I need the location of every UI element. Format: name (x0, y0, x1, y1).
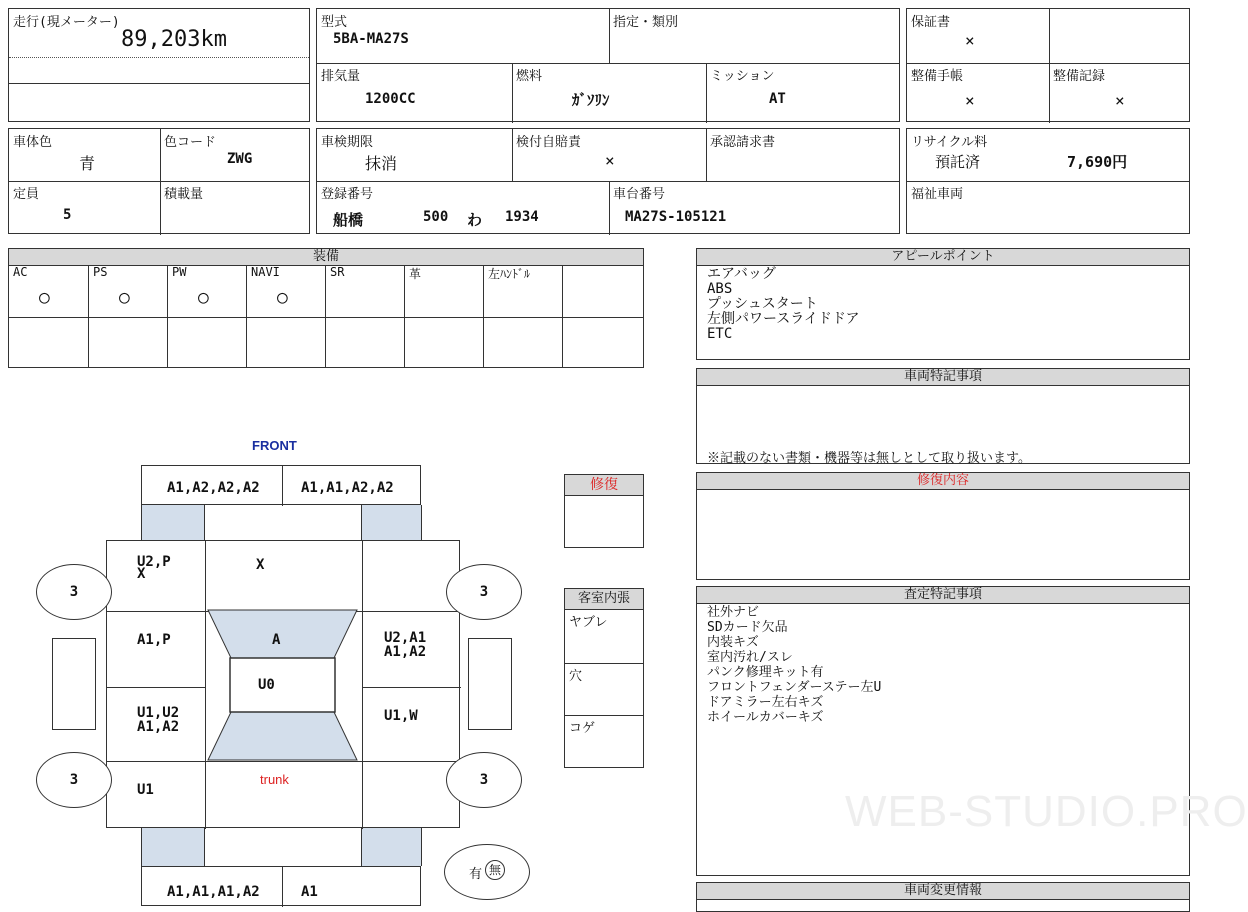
divider (1049, 9, 1050, 123)
displacement-label: 排気量 (321, 69, 361, 84)
equipment-cell (562, 265, 641, 367)
remarks-note: ※記載のない書類・機器等は無しとして取り扱います。 (707, 451, 1031, 466)
divider (141, 828, 142, 866)
divider (317, 63, 899, 64)
maint-record-value: × (1115, 91, 1125, 110)
assessment-item: フロントフェンダーステー左U (707, 680, 882, 695)
spare-tire (444, 844, 530, 900)
roof (230, 658, 335, 712)
divider (9, 317, 643, 318)
divider (282, 867, 283, 907)
registration-number: 1934 (505, 209, 539, 225)
divider (609, 181, 610, 235)
assessment-panel (696, 586, 1248, 876)
fuel-label: 燃料 (516, 69, 543, 84)
appeal-list (707, 267, 859, 342)
appeal-item: ABS (707, 281, 733, 297)
glass-outline (204, 610, 361, 760)
repair-title: 修復内容 (697, 473, 1189, 490)
mission-value: AT (769, 91, 786, 107)
recycle-status: 預託済 (935, 153, 981, 171)
change-title: 車両変更情報 (697, 883, 1189, 900)
remarks-panel (696, 368, 1190, 464)
divider (421, 505, 422, 541)
registration-kana: わ (467, 211, 483, 229)
front-left-damage: A1,A2,A2,A2 (167, 480, 260, 496)
capacity-label: 定員 (13, 187, 40, 202)
assessment-item: 内装キズ (707, 635, 759, 650)
body-color-value: 青 (79, 154, 96, 173)
remarks-title: 車両特記事項 (697, 369, 1189, 386)
divider (317, 181, 899, 182)
interior-item-tear: ヤブレ (569, 615, 608, 630)
divider (421, 828, 422, 866)
assessment-item: SDカード欠品 (707, 620, 788, 635)
divider (512, 129, 513, 181)
assessment-item: ホイールカバーキズ (707, 710, 824, 725)
equipment-item-value: ○ (39, 287, 50, 308)
equipment-item-label: PW (172, 265, 187, 279)
color-box (8, 128, 310, 234)
hood-damage: X (256, 557, 265, 573)
equipment-cell (88, 265, 167, 367)
equipment-cell (325, 265, 404, 367)
divider (204, 828, 205, 866)
right-rear-door-damage: U1,W (384, 708, 418, 724)
recycle-amount: 7,690円 (1067, 153, 1128, 171)
equipment-title: 装備 (9, 249, 643, 266)
interior-item-hole: 穴 (569, 669, 583, 684)
fuel-value: ｶﾞｿﾘﾝ (572, 91, 610, 109)
divider (107, 687, 205, 688)
load-label: 積載量 (164, 187, 204, 202)
divider (907, 181, 1189, 182)
mileage-value: 89,203km (121, 27, 227, 52)
equipment-cell (404, 265, 483, 367)
recycle-box (906, 128, 1190, 234)
warranty-label: 保証書 (911, 15, 951, 30)
welfare-label: 福祉車両 (911, 187, 964, 202)
mission-label: ミッション (710, 69, 775, 84)
repair-panel (696, 472, 1190, 580)
inspection-value: 抹消 (365, 154, 398, 173)
divider (361, 505, 362, 541)
assessment-item: ドアミラー左右キズ (707, 695, 824, 710)
maint-book-label: 整備手帳 (911, 69, 964, 84)
equipment-item-label: PS (93, 265, 108, 279)
roof-damage: U0 (258, 677, 275, 693)
front-left-pillar (142, 505, 204, 541)
equipment-item-value: ○ (277, 287, 288, 308)
maint-book-value: × (965, 91, 975, 110)
rear-left-damage: A1,A1,A1,A2 (167, 884, 260, 900)
divider (9, 83, 309, 84)
recycle-label: リサイクル料 (911, 135, 988, 150)
repair-small-box (564, 474, 644, 548)
spare-no: 無 (485, 860, 505, 880)
front-label: FRONT (252, 438, 297, 453)
appeal-title: アピールポイント (697, 249, 1189, 266)
color-code-value: ZWG (227, 151, 253, 167)
left-fender-damage: U2,P X (137, 554, 171, 582)
equipment-item-label: NAVI (251, 265, 280, 279)
registration-class: 500 (423, 209, 449, 225)
rear-right-damage: A1 (301, 884, 318, 900)
appeal-item: ETC (707, 326, 733, 342)
equipment-item-label: AC (13, 265, 28, 279)
left-mirror (52, 638, 96, 730)
wheel-rear-right: 3 (446, 752, 522, 808)
divider (362, 687, 461, 688)
equipment-table (8, 248, 644, 368)
registration-region: 船橋 (333, 211, 364, 229)
left-front-door-damage: A1,P (137, 632, 171, 648)
chassis-label: 車台番号 (613, 187, 666, 202)
divider (565, 715, 643, 716)
equipment-cell (9, 265, 88, 367)
equipment-cell (167, 265, 246, 367)
liability-label: 検付自賠責 (516, 135, 582, 150)
divider (9, 181, 309, 182)
divider (512, 63, 513, 123)
divider (160, 129, 161, 235)
displacement-value: 1200CC (365, 91, 416, 107)
warranty-value: × (965, 31, 975, 50)
spare-yes: 有 (469, 867, 483, 882)
appeal-item: プッシュスタート (707, 296, 818, 312)
equipment-item-value: ○ (198, 287, 209, 308)
appeal-panel (696, 248, 1190, 360)
divider (907, 63, 1189, 64)
mileage-box (8, 8, 310, 122)
assessment-item: パンク修理キット有 (707, 665, 824, 680)
assessment-item: 社外ナビ (707, 605, 760, 620)
divider (565, 663, 643, 664)
right-mirror (468, 638, 512, 730)
equipment-item-label: SR (330, 265, 345, 279)
divider (706, 129, 707, 181)
body-color-label: 車体色 (13, 135, 53, 150)
divider (204, 505, 205, 541)
wheel-front-right: 3 (446, 564, 522, 620)
divider (361, 828, 362, 866)
maint-record-label: 整備記録 (1053, 69, 1106, 84)
rear-right-pillar (361, 828, 421, 866)
front-right-pillar (361, 505, 421, 541)
spec-box (316, 8, 900, 122)
left-quarter-damage: U1 (137, 782, 154, 798)
assessment-list (707, 605, 881, 725)
watermark: WEB-STUDIO.PRO (845, 787, 1248, 836)
designation-label: 指定・類別 (613, 15, 679, 30)
chassis-value: MA27S-105121 (625, 209, 727, 225)
equipment-cell (483, 265, 562, 367)
equipment-cell (246, 265, 325, 367)
appeal-item: 左側パワースライドドア (707, 311, 860, 327)
interior-title: 客室内張 (565, 589, 643, 610)
registration-label: 登録番号 (321, 187, 374, 202)
divider (362, 541, 363, 829)
model-label: 型式 (321, 15, 348, 30)
windshield-damage: A (272, 632, 281, 648)
mileage-label: 走行(現メーター) (13, 15, 120, 30)
equipment-item-value: ○ (119, 287, 130, 308)
windshield (208, 610, 357, 658)
wheel-rear-left: 3 (36, 752, 112, 808)
capacity-value: 5 (63, 207, 72, 223)
right-front-damage: U2,A1 A1,A2 (384, 630, 427, 660)
assessment-item: 室内汚れ/スレ (707, 650, 793, 665)
divider (141, 505, 142, 541)
divider (609, 9, 610, 63)
trunk-label: trunk (260, 772, 289, 787)
appeal-item: エアバッグ (707, 266, 776, 282)
inspection-label: 車検期限 (321, 135, 374, 150)
registration-box (316, 128, 900, 234)
equipment-item-label: 革 (409, 267, 422, 281)
left-rear-door-damage: U1,U2 A1,A2 (137, 705, 180, 735)
rear-left-pillar (142, 828, 204, 866)
model-value: 5BA-MA27S (333, 31, 409, 47)
divider (282, 466, 283, 506)
change-panel (696, 882, 1190, 912)
repair-small-title: 修復 (565, 475, 643, 496)
front-right-damage: A1,A1,A2,A2 (301, 480, 394, 496)
interior-item-burn: コゲ (569, 721, 596, 736)
docs-box (906, 8, 1190, 122)
color-code-label: 色コード (164, 135, 217, 150)
interior-box (564, 588, 644, 768)
divider (107, 761, 459, 762)
assessment-title: 査定特記事項 (697, 587, 1189, 604)
dotted-divider (9, 57, 309, 58)
rear-glass (208, 712, 357, 760)
equipment-item-label: 左ﾊﾝﾄﾞﾙ (488, 267, 531, 281)
liability-value: × (605, 151, 615, 170)
wheel-front-left: 3 (36, 564, 112, 620)
approval-label: 承認請求書 (710, 135, 776, 150)
divider (706, 63, 707, 123)
